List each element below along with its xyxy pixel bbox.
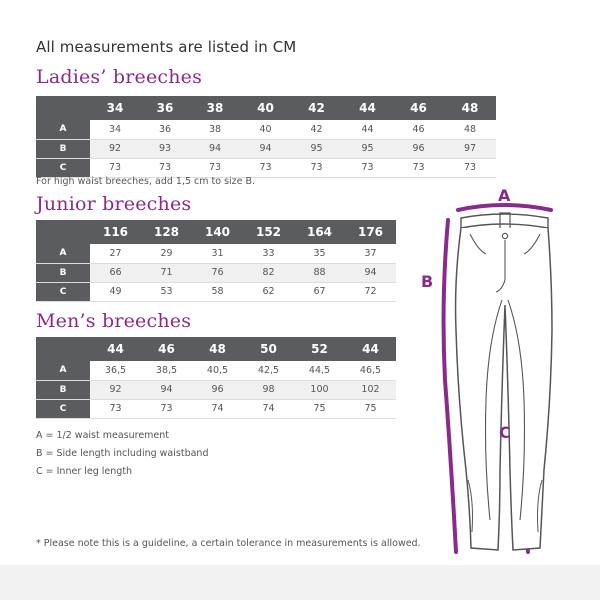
breeches-outline [456, 228, 552, 550]
table-cell: 44,5 [294, 361, 345, 380]
table-cell: 82 [243, 263, 294, 282]
size-header: 34 [90, 96, 140, 120]
table-cell: 73 [140, 158, 190, 177]
waist-measure-line [458, 205, 551, 210]
size-header: 48 [444, 96, 496, 120]
size-header: 48 [192, 337, 243, 361]
size-header: 36 [140, 96, 190, 120]
legend-item-a: A = 1/2 waist measurement [36, 430, 170, 441]
table-cell: 73 [393, 158, 444, 177]
table-row [36, 158, 496, 177]
table-cell: 38 [190, 120, 240, 139]
size-header: 38 [190, 96, 240, 120]
table-cell: 42,5 [243, 361, 294, 380]
size-header: 116 [90, 220, 141, 244]
table-cell: 48 [444, 120, 496, 139]
men-size-table [36, 337, 396, 419]
size-header: 152 [243, 220, 294, 244]
ladies-header-row [36, 96, 496, 120]
table-cell: 49 [90, 282, 141, 301]
table-row [36, 244, 396, 263]
table-row [36, 282, 396, 301]
high-waist-note: For high waist breeches, add 1,5 cm to size B. [36, 176, 256, 187]
waistband-outline [461, 214, 548, 228]
table-cell: 94 [141, 380, 192, 399]
table-row [36, 399, 396, 418]
table-cell: 36,5 [90, 361, 141, 380]
table-cell: 62 [243, 282, 294, 301]
row-label: A [36, 244, 90, 263]
row-label: B [36, 263, 90, 282]
legend-item-b: B = Side length including waistband [36, 448, 209, 459]
men-header-row [36, 337, 396, 361]
size-header: 46 [393, 96, 444, 120]
table-cell: 36 [140, 120, 190, 139]
row-label: C [36, 399, 90, 418]
table-cell: 102 [345, 380, 396, 399]
table-cell: 88 [294, 263, 345, 282]
table-cell: 34 [90, 120, 140, 139]
table-corner [36, 337, 90, 361]
junior-size-table [36, 220, 396, 302]
size-header: 46 [141, 337, 192, 361]
table-row [36, 120, 496, 139]
table-cell: 95 [291, 139, 342, 158]
footer-band [0, 565, 600, 600]
size-header: 44 [342, 96, 393, 120]
row-label: B [36, 380, 90, 399]
table-cell: 46,5 [345, 361, 396, 380]
table-cell: 96 [192, 380, 243, 399]
size-header: 40 [240, 96, 291, 120]
size-header: 52 [294, 337, 345, 361]
table-corner [36, 220, 90, 244]
table-cell: 94 [240, 139, 291, 158]
table-cell: 46 [393, 120, 444, 139]
table-cell: 75 [294, 399, 345, 418]
row-label: B [36, 139, 90, 158]
table-cell: 38,5 [141, 361, 192, 380]
row-label: A [36, 120, 90, 139]
tolerance-disclaimer: * Please note this is a guideline, a certain tolerance in measurements is allowed. [36, 538, 421, 549]
label-a: A [498, 186, 511, 205]
table-cell: 73 [90, 399, 141, 418]
table-cell: 92 [90, 139, 140, 158]
breeches-drawing [418, 180, 568, 565]
table-cell: 100 [294, 380, 345, 399]
table-cell: 94 [190, 139, 240, 158]
size-header: 176 [345, 220, 396, 244]
size-header: 50 [243, 337, 294, 361]
size-header: 44 [90, 337, 141, 361]
table-cell: 66 [90, 263, 141, 282]
table-cell: 44 [342, 120, 393, 139]
table-cell: 94 [345, 263, 396, 282]
table-cell: 95 [342, 139, 393, 158]
legend-item-c: C = Inner leg length [36, 466, 133, 477]
junior-title: Junior breeches [36, 193, 192, 215]
table-cell: 73 [444, 158, 496, 177]
table-cell: 73 [141, 399, 192, 418]
men-title: Men’s breeches [36, 310, 192, 332]
table-cell: 67 [294, 282, 345, 301]
side-length-line [444, 220, 456, 552]
table-cell: 31 [192, 244, 243, 263]
row-label: C [36, 282, 90, 301]
size-header: 42 [291, 96, 342, 120]
table-cell: 73 [190, 158, 240, 177]
size-header: 128 [141, 220, 192, 244]
table-row [36, 361, 396, 380]
table-cell: 40,5 [192, 361, 243, 380]
table-cell: 33 [243, 244, 294, 263]
size-header: 44 [345, 337, 396, 361]
ladies-size-table [36, 96, 496, 178]
size-header: 164 [294, 220, 345, 244]
ladies-title: Ladies’ breeches [36, 66, 203, 88]
table-cell: 73 [342, 158, 393, 177]
measurement-legend [36, 430, 208, 484]
table-cell: 92 [90, 380, 141, 399]
table-cell: 58 [192, 282, 243, 301]
table-cell: 73 [291, 158, 342, 177]
label-b: B [421, 272, 434, 291]
table-cell: 93 [140, 139, 190, 158]
table-cell: 37 [345, 244, 396, 263]
row-label: C [36, 158, 90, 177]
table-cell: 71 [141, 263, 192, 282]
table-cell: 73 [90, 158, 140, 177]
table-cell: 75 [345, 399, 396, 418]
size-header: 140 [192, 220, 243, 244]
table-cell: 96 [393, 139, 444, 158]
label-c: C [499, 423, 511, 442]
table-corner [36, 96, 90, 120]
table-cell: 53 [141, 282, 192, 301]
table-cell: 76 [192, 263, 243, 282]
table-cell: 72 [345, 282, 396, 301]
table-cell: 35 [294, 244, 345, 263]
table-cell: 74 [243, 399, 294, 418]
breeches-diagram [418, 180, 568, 565]
table-row [36, 380, 396, 399]
table-cell: 29 [141, 244, 192, 263]
junior-header-row [36, 220, 396, 244]
table-cell: 42 [291, 120, 342, 139]
table-cell: 73 [240, 158, 291, 177]
table-cell: 98 [243, 380, 294, 399]
table-cell: 40 [240, 120, 291, 139]
table-cell: 27 [90, 244, 141, 263]
table-cell: 97 [444, 139, 496, 158]
table-cell: 74 [192, 399, 243, 418]
page-heading: All measurements are listed in CM [36, 38, 297, 56]
table-row [36, 263, 396, 282]
table-row [36, 139, 496, 158]
row-label: A [36, 361, 90, 380]
